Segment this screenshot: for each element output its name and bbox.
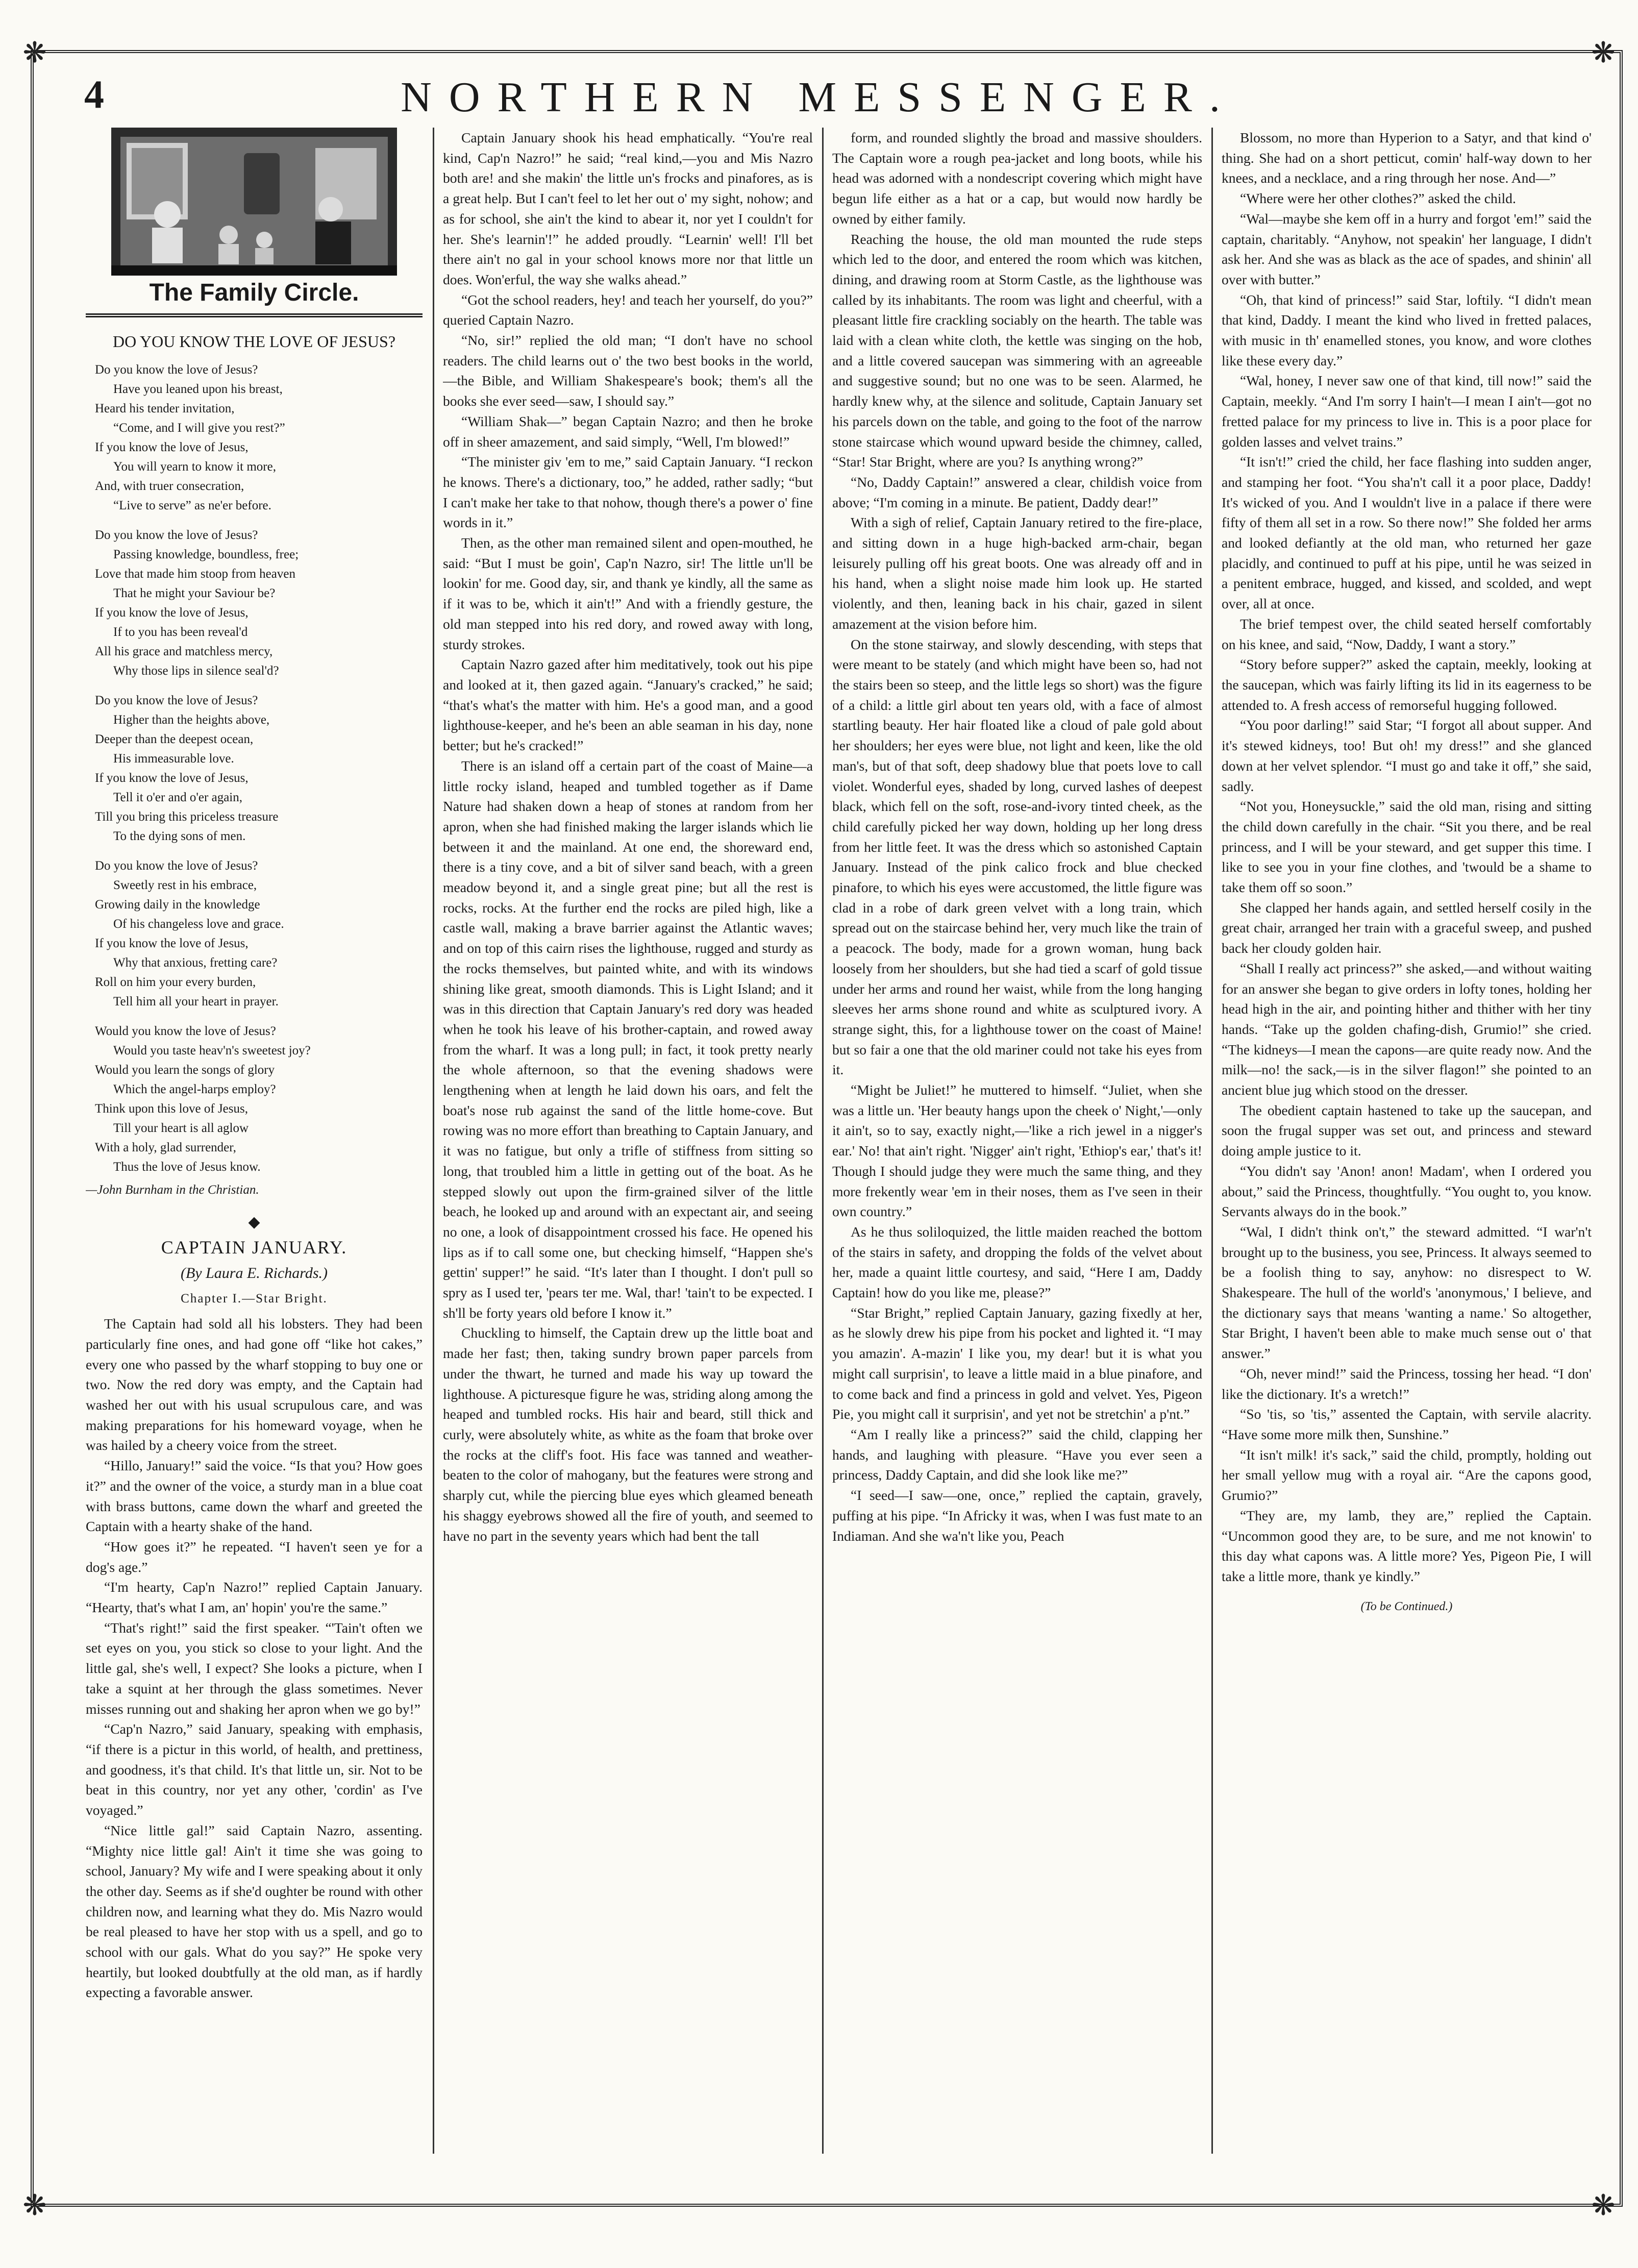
story-paragraph: “Nice little gal!” said Captain Nazro, assenting. “Mighty nice little gal! Ain't it time she was going to school, January? My wife and I were speaking about it only the other day. Seems as if she'd oughter be round with other children now, and learning what they do. Mis Nazro would be real pleased to have her stop with us a spell, and go to school with our gals. What do you say?” He spoke very heartily, but looked doubtfully at the old man, as if hardly expecting a favorable answer. xyxy=(86,1822,423,2001)
story-text-col-1 xyxy=(86,1314,423,2003)
poem-line: Tell it o'er and o'er again, xyxy=(113,790,242,804)
story-text-col-2 xyxy=(443,128,813,1546)
poem-line: “Come, and I will give you rest?” xyxy=(113,421,285,435)
story-paragraph: “Wal, honey, I never saw one of that kind, till now!” said the Captain, meekly. “And I'm sorry I hain't—I mean I ain't—got no fretted palace for my princess to live in. This is a poor place for golden lasses and velvet trains.” xyxy=(1222,373,1592,450)
poem-line: Do you know the love of Jesus? xyxy=(95,362,258,377)
poem-line: Roll on him your every burden, xyxy=(95,975,256,989)
corner-ornament-icon: ❋ xyxy=(1591,2190,1616,2222)
poem-line: Would you learn the songs of glory xyxy=(95,1063,275,1077)
story-paragraph: Then, as the other man remained silent and open-mouthed, he said: “But I must be goin', Cap'n Nazro, sir! The little un'll be lookin' for me. Good day, sir, and thank ye kindly, all the same as if it was to be, which it ain't!” And with a friendly gesture, the old man stepped into his red dory, and rowed away with long, sturdy strokes. xyxy=(443,535,813,652)
poem-line: Heard his tender invitation, xyxy=(95,401,235,415)
story-paragraph: “Shall I really act princess?” she asked,—and without waiting for an answer she began to give orders in lofty tones, holding her head high in the air, and pointing hither and thither with her tiny hands. “Take up the golden chafing-dish, Grumio!” she cried. “The kidneys—I mean the capons—are quite ready now. And the milk—no! the sack,—is in the silver flagon!” she pointed to an ancient blue jug which stood on the dresser. xyxy=(1222,960,1592,1098)
story-paragraph: “No, Daddy Captain!” answered a clear, childish voice from above; “I'm coming in a minute. Be patient, Daddy dear!” xyxy=(832,474,1202,510)
poem-line: Would you know the love of Jesus? xyxy=(95,1024,276,1038)
column-rule xyxy=(1211,128,1213,2154)
story-paragraph: There is an island off a certain part of the coast of Maine—a little rocky island, heaped and tumbled together as if Dame Nature had shaken down a heap of stones at random from her apron, when she had finished making the larger islands which lie between it and the mainland. At one end, the shoreward end, there is a tiny cove, and a bit of silver sand beach, with a green meadow beyond it, and a single great pine; but all the rest is rocks, rocks. At the further end the rocks are piled high, like a castle wall, making a brave barrier against the Atlantic waves; and on top of this cairn rises the lighthouse, rugged and sturdy as the rocks themselves, but painted white, and with its windows shining like great, smooth diamonds. This is Light Island; and it was in this direction that Captain January's red dory was headed when he took his leave of his brother-captain, and rowed away from the wharf. It was a long pull; in fact, it took pretty nearly the whole afternoon, so that the evening shadows were lengthening when at length he laid down his oars, and felt the boat's nose rub against the sand of the little home-cove. But rowing was no more effort than breathing to Captain January, and it was no fatigue, but only a trifle of stiffness from sitting so long, that troubled him a little in getting out of the boat. As he stepped slowly out upon the firm-grained silver of the little beach, he looked up and around with an expectant air, and seeing no one, a look of disappointment crossed his face. He opened his lips as if to call some one, but checking himself, “Happen she's gettin' supper!” he said. “It's later than I thought. I don't pull so spry as I used ter, 'pears ter me. Wal, thar! 'tain't to be expected. I sh'll be forty years old before I know it.” xyxy=(443,757,813,1321)
column-4 xyxy=(1222,128,1592,2154)
chapter-heading: Chapter I.—Star Bright. xyxy=(181,1291,328,1305)
masthead-title: NORTHERN MESSENGER. xyxy=(401,73,1237,121)
poem-line: Growing daily in the knowledge xyxy=(95,897,260,911)
story-paragraph: “Got the school readers, hey! and teach her yourself, do you?” queried Captain Nazro. xyxy=(443,291,813,328)
poem-line: Till your heart is all aglow xyxy=(113,1121,249,1135)
to-be-continued: (To be Continued.) xyxy=(1360,1599,1453,1613)
story-paragraph: Captain January shook his head emphatically. “You're real kind, Cap'n Nazro!” he said; “real kind,—you and Mis Nazro both are! and she makin' the little un's frocks and pinafores, as is a great help. But I can't feel to let her out o' my sight, nohow; and as for school, she ain't the kind to abear it, nor yet I couldn't for her. She's learnin'!” he added proudly. “Learnin' well! I'll bet there ain't no gal in your school knows more nor that little un does. Won'erful, the way she walks ahead.” xyxy=(443,130,813,287)
story-paragraph: “It isn't!” cried the child, her face flashing into sudden anger, and stamping her foot. “You sha'n't call it a poor place, Daddy! It's wicked of you. And I wouldn't live in a palace if there were fifty of them all set in a row. So there now!” She folded her arms and looked defiantly at the old man, who returned her gaze placidly, and continued to puff at his pipe, until he was seized in a penitent embrace, hugged, and kissed, and scolded, and wept over, all at once. xyxy=(1222,454,1592,612)
story-paragraph: “Wal, I didn't think on't,” the steward admitted. “I war'n't brought up to the business, you see, Princess. It always seemed to be a foolish thing to say, anyhow: no disrespect to W. Shakespeare. The hull of the world's 'anonymous,' I believe, and the dictionary says that means 'wanting a name.' So altogether, Star Bright, I haven't been able to make much sense out o' that answer.” xyxy=(1222,1223,1592,1362)
poem-line: Love that made him stoop from heaven xyxy=(95,566,295,581)
story-paragraph: “You didn't say 'Anon! anon! Madam', when I ordered you about,” said the Princess, thoughtfully. “You ought to, you know. Servants always do in the book.” xyxy=(1222,1163,1592,1220)
story-paragraph: “No, sir!” replied the old man; “I don't have no school readers. The child learns out o' the two best books in the world,—the Bible, and William Shakespeare's book; them's all the books she ever seed—saw, I should say.” xyxy=(443,332,813,409)
poem-line: Do you know the love of Jesus? xyxy=(95,528,258,542)
story-paragraph: “The minister giv 'em to me,” said Captain January. “I reckon he knows. There's a dictionary, too,” he added, rather sadly; “but I can't make her take to that nohow, though there's a power o' fine words in it.” xyxy=(443,454,813,531)
poem-line: Thus the love of Jesus know. xyxy=(113,1160,261,1174)
poem-line: Think upon this love of Jesus, xyxy=(95,1101,248,1116)
story-paragraph: “Wal—maybe she kem off in a hurry and forgot 'em!” said the captain, charitably. “Anyhow, not speakin' her language, I didn't ask her. And she was as black as the ace of spades, and shinin' all over with butter.” xyxy=(1222,210,1592,287)
poem-line: Passing knowledge, boundless, free; xyxy=(113,547,299,561)
corner-ornament-icon: ❋ xyxy=(1591,37,1616,69)
poem-line: If you know the love of Jesus, xyxy=(95,936,249,950)
story-paragraph: “Cap'n Nazro,” said January, speaking with emphasis, “if there is a pictur in this world, of health, and prettiness, and goodness, it's that child. It's that little un, sir. Not to be beat in this country, nor yet any other, 'cordin' as I've voyaged.” xyxy=(86,1721,423,1818)
story-paragraph: “How goes it?” he repeated. “I haven't seen ye for a dog's age.” xyxy=(86,1538,423,1575)
poem-line: That he might your Saviour be? xyxy=(113,586,276,600)
story-paragraph: “Where were her other clothes?” asked the child. xyxy=(1240,190,1516,207)
poem-title: DO YOU KNOW THE LOVE OF JESUS? xyxy=(112,332,396,351)
story-paragraph: Blossom, no more than Hyperion to a Satyr, and that kind o' thing. She had on a short petticut, comin' half-way down to her knees, and a necklace, and a ring through her nose. And—” xyxy=(1222,130,1592,186)
story-paragraph: With a sigh of relief, Captain January retired to the fire-place, and sitting down in a huge high-backed arm-chair, began leisurely pulling off his great boots. One was already off and in his hand, when a slight noise made him look up. He started violently, and then, leaning back in his chair, gazed in silent amazement at the vision before him. xyxy=(832,514,1202,632)
story-paragraph: “I'm hearty, Cap'n Nazro!” replied Captain January. “Hearty, that's what I am, an' hopin' you're the same.” xyxy=(86,1579,423,1616)
poem-line: Sweetly rest in his embrace, xyxy=(113,878,257,892)
poem-line: Which the angel-harps employ? xyxy=(113,1082,276,1096)
poem-line: “Live to serve” as ne'er before. xyxy=(113,498,271,512)
story-paragraph: “Not you, Honeysuckle,” said the old man, rising and sitting the child down carefully in the chair. “Sit you there, and be real princess, and I will be your steward, and get supper this time. I like to see you in your fine clothes, and 'twould be a shame to take them off so soon.” xyxy=(1222,798,1592,896)
column-2 xyxy=(443,128,813,2154)
story-paragraph: “Oh, never mind!” said the Princess, tossing her head. “I don' like the dictionary. It's a wretch!” xyxy=(1222,1365,1592,1402)
poem-line: With a holy, glad surrender, xyxy=(95,1140,236,1154)
story-paragraph: “So 'tis, so 'tis,” assented the Captain, with servile alacrity. “Have some more milk then, Sunshine.” xyxy=(1222,1406,1592,1442)
story-paragraph: “Star Bright,” replied Captain January, gazing fixedly at her, as he slowly drew his pipe from his pocket and lighted it. “I may you amazin'. A-mazin' I like you, my dear! but it is what you might call surprisin', to leave a little maid in a blue pinafore, and to come back and find a princess in gold and velvet. Yes, Pigeon Pie, you might call it surprisin', and yet not be stretchin' a p'nt.” xyxy=(832,1304,1202,1422)
story-paragraph: Chuckling to himself, the Captain drew up the little boat and made her fast; then, taking sundry brown paper parcels from under the thwart, he turned and made his way up toward the lighthouse. A picturesque figure he was, striding along among the heaped and tumbled rocks. His hair and beard, still thick and curly, were absolutely white, as white as the foam that broke over the rocks at the cliff's foot. His face was tanned and weather-beaten to the color of mahogany, but the features were strong and sharply cut, while the piercing blue eyes which gleamed beneath his shaggy eyebrows showed all the fire of youth, and seemed to have no part in the seventy years which had bent the tall xyxy=(443,1325,813,1544)
family-circle-engraving xyxy=(111,128,397,276)
story-title: CAPTAIN JANUARY. xyxy=(161,1237,348,1258)
story-paragraph: On the stone stairway, and slowly descending, with steps that were meant to be stately (and which might have been so, had not the stairs been so steep, and the little legs so short) was the figure of a child: a little girl about ten years old, with a face of almost startling beauty. Her hair floated like a cloud of pale gold about her shoulders; her eyes were blue, not light and keen, like the old man's, but of that soft, deep shadowy blue that poets love to call violet. Wonderful eyes, shaded by long, curved lashes of deepest black, which fell on the soft, rose-and-ivory tinted cheek, as the child carefully picked her way down, holding up her long dress from her little feet. It was the dress which so astonished Captain January. Instead of the pink calico frock and blue checked pinafore, to which his eyes were accustomed, the little figure was clad in a robe of dark green velvet with a long train, which spread out on the staircase behind her, very much like the train of a peacock. The body, made for a grown woman, hung back loosely from her shoulders, but she had tied a scarf of gold tissue under her arms and round her waist, while from the long hanging sleeves her arms shone round and white as sculptured ivory. A strange sight, this, for a lighthouse tower on the coast of Maine! but so fair a one that the old mariner could not take his eyes from it. xyxy=(832,636,1202,1078)
poem-line: Do you know the love of Jesus? xyxy=(95,693,258,707)
poem-line: Till you bring this priceless treasure xyxy=(95,809,279,824)
story-paragraph: “William Shak—” began Captain Nazro; and then he broke off in sheer amazement, and said simply, “Well, I'm blowed!” xyxy=(443,413,813,450)
story-paragraph: Reaching the house, the old man mounted the rude steps which led to the door, and entered the room which was kitchen, dining, and drawing room at Storm Castle, as the lighthouse was called by its inhabitants. The room was light and cheerful, with a pleasant little fire crackling sociably on the hearth. The table was laid with a clean white cloth, the kettle was singing on the hob, and a little covered saucepan was simmering with an agreeable and suggestive sound; but no one was to be seen. Alarmed, he hardly knew why, at the silence and solitude, Captain January set his parcels down on the table, and going to the foot of the narrow stone staircase which wound upward beside the chimney, called, “Star! Star Bright, where are you? Is anything wrong?” xyxy=(832,231,1202,470)
poem-line: Higher than the heights above, xyxy=(113,712,270,727)
story-paragraph: The Captain had sold all his lobsters. They had been particularly fine ones, and had gone off “like hot cakes,” every one who passed by the wharf stopping to buy one or two. Now the red dory was empty, and the Captain had washed her out with his usual scrupulous care, and was making preparations for his homeward voyage, when he was hailed by a cheery voice from the street. xyxy=(86,1316,423,1453)
corner-ornament-icon: ❋ xyxy=(22,37,47,69)
family-circle-heading: The Family Circle. xyxy=(149,279,359,306)
poem-line: You will yearn to know it more, xyxy=(113,459,276,474)
poem-line: If you know the love of Jesus, xyxy=(95,771,249,785)
story-paragraph: “Oh, that kind of princess!” said Star, loftily. “I didn't mean that kind, Daddy. I meant the kind who lived in fretted palaces, with music in th' enamelled stones, you know, and wore clothes like these every day.” xyxy=(1222,291,1592,368)
story-paragraph: She clapped her hands again, and settled herself cosily in the great chair, arranged her train with a graceful sweep, and pushed back her cloudy golden hair. xyxy=(1222,899,1592,956)
poem-line: Deeper than the deepest ocean, xyxy=(95,732,254,746)
story-text-col-4 xyxy=(1222,128,1592,1587)
story-byline: (By Laura E. Richards.) xyxy=(180,1264,328,1281)
story-paragraph: As he thus soliloquized, the little maiden reached the bottom of the stairs in safety, and dropping the folds of the velvet about her, made a quaint little courtesy, and said, “Here I am, Daddy Captain! how do you like me, please?” xyxy=(832,1223,1202,1301)
ornament-divider-icon: ◆ xyxy=(248,1214,260,1231)
column-3 xyxy=(832,128,1202,2154)
story-paragraph: The obedient captain hastened to take up the saucepan, and soon the frugal supper was set out, and princess and steward doing ample justice to it. xyxy=(1222,1102,1592,1159)
story-paragraph: “That's right!” said the first speaker. “'Tain't often we set eyes on you, you stick so close to your light. And the little gal, she's well, I expect? She looks a picture, when I take a squint at her through the glass sometimes. Never misses running out and shaking her apron when we go by!” xyxy=(86,1619,423,1717)
section-divider xyxy=(86,313,423,317)
poem-line: If you know the love of Jesus, xyxy=(95,605,249,620)
poem-line: And, with truer consecration, xyxy=(95,479,244,493)
poem-line: If to you has been reveal'd xyxy=(113,625,248,639)
column-rule xyxy=(822,128,824,2154)
story-paragraph: form, and rounded slightly the broad and massive shoulders. The Captain wore a rough pea-jacket and long boots, while his head was adorned with a nondescript covering which might have begun life either as a hat or a cap, but would now hardly be owned by either family. xyxy=(832,130,1202,227)
poem-line: All his grace and matchless mercy, xyxy=(95,644,273,658)
column-rule xyxy=(433,128,434,2154)
page-number: 4 xyxy=(84,72,104,116)
story-paragraph: “Hillo, January!” said the voice. “Is that you? How goes it?” and the owner of the voice, a sturdy man in a blue coat with brass buttons, came down the wharf and greeted the Captain with a hearty shake of the hand. xyxy=(86,1458,423,1535)
story-paragraph: The brief tempest over, the child seated herself comfortably on his knee, and said, “Now, Daddy, I want a story.” xyxy=(1222,615,1592,652)
story-paragraph: “They are, my lamb, they are,” replied the Captain. “Uncommon good they are, to be sure, and me not knowin' to this day what capons was. A little more? Yes, Pigeon Pie, I will take a little more, thank ye kindly.” xyxy=(1222,1507,1592,1584)
poem-line: Tell him all your heart in prayer. xyxy=(113,994,279,1008)
story-paragraph: Captain Nazro gazed after him meditatively, took out his pipe and looked at it, then gazed again. “January's cracked,” he said; “that's what's the matter with him. He's a good man, and a good lighthouse-keeper, and he's been an able seaman in his day, none better; but he's cracked!” xyxy=(443,656,813,754)
story-paragraph: “I seed—I saw—one, once,” replied the captain, gravely, puffing at his pipe. “In Africky it was, when I was fust mate to an Indiaman. And she wa'n't like you, Peach xyxy=(832,1487,1202,1544)
story-paragraph: “Story before supper?” asked the captain, meekly, looking at the saucepan, which was fairly lifting its lid in its eagerness to be attended to. A fresh access of remorseful hugging followed. xyxy=(1222,656,1592,713)
poem-attribution: —John Burnham in the Christian. xyxy=(86,1182,259,1197)
corner-ornament-icon: ❋ xyxy=(22,2190,47,2222)
poem-line: Would you taste heav'n's sweetest joy? xyxy=(113,1043,311,1057)
story-paragraph: “Am I really like a princess?” said the child, clapping her hands, and laughing with pleasure. “Have you ever seen a princess, Daddy Captain, and did she look like me?” xyxy=(832,1426,1202,1483)
poem-line: Of his changeless love and grace. xyxy=(113,917,284,931)
poem-line: Why that anxious, fretting care? xyxy=(113,955,278,970)
story-paragraph: “You poor darling!” said Star; “I forgot all about supper. And it's stewed kidneys, too! But oh! my dress!” and she glanced down at her velvet splendor. “I must go and take it off,” she said, sadly. xyxy=(1222,717,1592,794)
column-1 xyxy=(86,128,423,2154)
story-paragraph: “It isn't milk! it's sack,” said the child, promptly, holding out her small yellow mug with a royal air. “Are the capons good, Grumio?” xyxy=(1222,1446,1592,1503)
story-text-col-3 xyxy=(832,128,1202,1546)
poem-line: To the dying sons of men. xyxy=(113,829,246,843)
poem-line: Have you leaned upon his breast, xyxy=(113,382,283,396)
story-paragraph: “Might be Juliet!” he muttered to himself. “Juliet, when she was a little un. 'Her beauty hangs upon the cheek o' Night,'—only it ain't, so to say, exactly night,—'like a rich jewel in a nigger's ear.' No! that ain't right. 'Nigger' ain't right, 'Ethiop's ear,' that's it! Though I should judge they were much the same thing, and they more frekently wear 'em in their noses, them as I've seen in their own country.” xyxy=(832,1082,1202,1220)
poem-line: His immeasurable love. xyxy=(113,751,234,766)
poem-body xyxy=(86,360,423,1177)
poem-line: Why those lips in silence seal'd? xyxy=(113,663,279,678)
poem-line: If you know the love of Jesus, xyxy=(95,440,249,454)
poem-line: Do you know the love of Jesus? xyxy=(95,858,258,873)
